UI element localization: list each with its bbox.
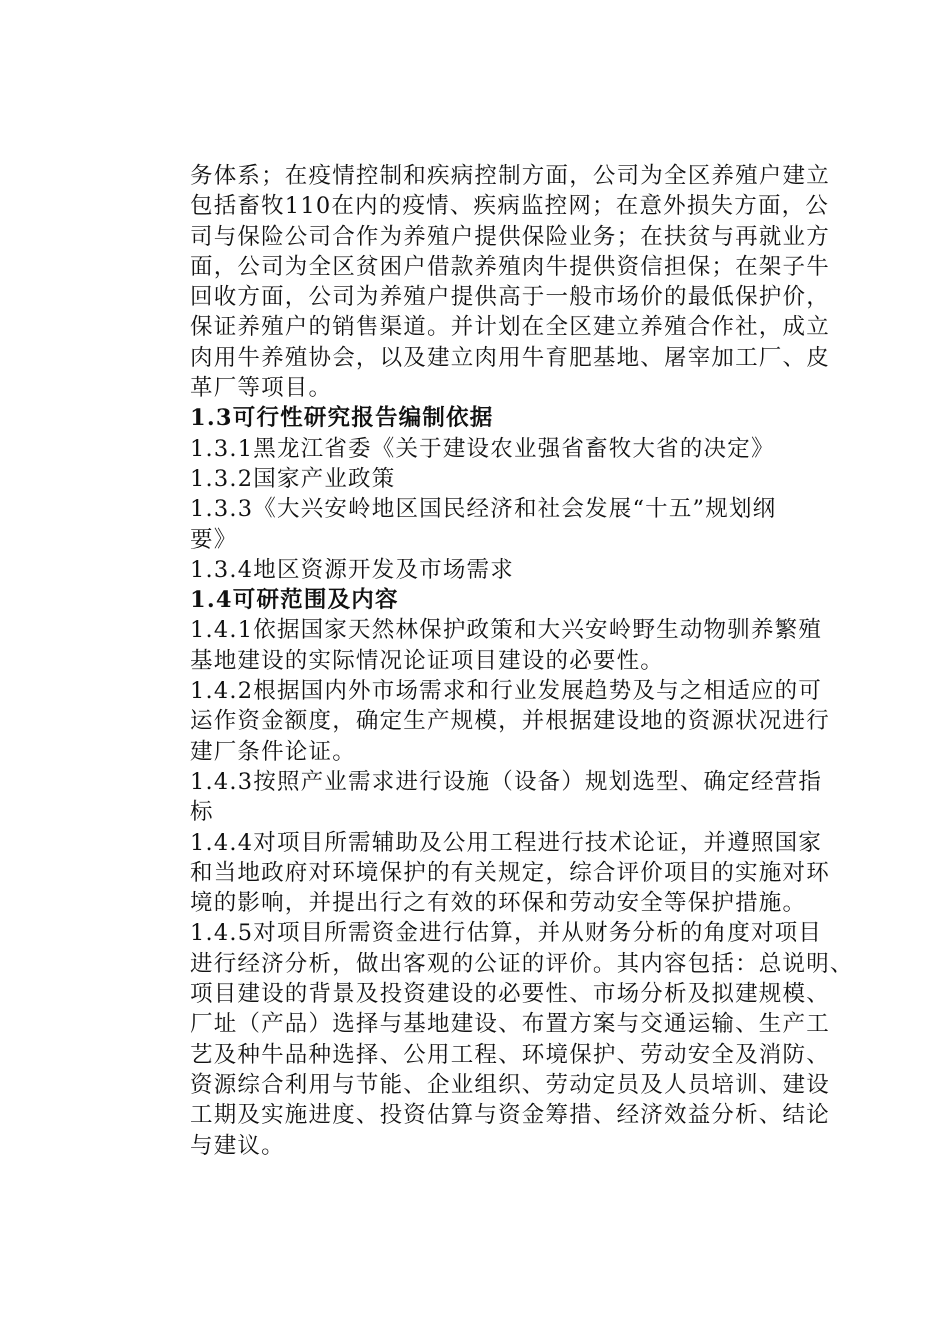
list-item-1-3-4: 1.3.4地区资源开发及市场需求 <box>190 556 514 583</box>
list-item-1-4-2: 1.4.2根据国内外市场需求和行业发展趋势及与之相适应的可 <box>190 678 823 705</box>
list-item-1-3-3-cont: 要》 <box>190 526 238 553</box>
list-item-1-4-4-cont: 境的影响，并提出行之有效的环保和劳动安全等保护措施。 <box>190 890 807 917</box>
list-item-1-4-3-cont: 标 <box>190 799 214 826</box>
list-item-1-4-5-cont: 进行经济分析，做出客观的公证的评价。其内容包括：总说明、 <box>190 950 854 977</box>
paragraph-line: 面，公司为全区贫困户借款养殖肉牛提供资信担保；在架子牛 <box>190 253 830 280</box>
list-item-1-4-5-cont: 项目建设的背景及投资建设的必要性、市场分析及拟建规模、 <box>190 981 830 1008</box>
list-item-1-4-1: 1.4.1依据国家天然林保护政策和大兴安岭野生动物驯养繁殖 <box>190 617 823 644</box>
list-item-1-4-5-cont: 与建议。 <box>190 1132 285 1159</box>
paragraph-line: 包括畜牧110在内的疫情、疾病监控网；在意外损失方面，公 <box>190 193 830 220</box>
list-item-1-4-5: 1.4.5对项目所需资金进行估算，并从财务分析的角度对项目 <box>190 920 823 947</box>
list-item-1-4-4-cont: 和当地政府对环境保护的有关规定，综合评价项目的实施对环 <box>190 859 830 886</box>
list-item-1-4-2-cont: 建厂条件论证。 <box>190 738 356 765</box>
list-item-1-4-5-cont: 资源综合利用与节能、企业组织、劳动定员及人员培训、建设 <box>190 1071 830 1098</box>
section-heading-1-3: 1.3可行性研究报告编制依据 <box>190 405 494 432</box>
list-item-1-4-5-cont: 厂址（产品）选择与基地建设、布置方案与交通运输、生产工 <box>190 1011 830 1038</box>
document-body <box>190 161 852 1161</box>
section-heading-1-4: 1.4可研范围及内容 <box>190 587 399 614</box>
list-item-1-4-4: 1.4.4对项目所需辅助及公用工程进行技术论证，并遵照国家 <box>190 829 823 856</box>
list-item-1-4-3: 1.4.3按照产业需求进行设施（设备）规划选型、确定经营指 <box>190 768 823 795</box>
list-item-1-4-2-cont: 运作资金额度，确定生产规模，并根据建设地的资源状况进行 <box>190 708 830 735</box>
list-item-1-4-5-cont: 艺及种牛品种选择、公用工程、环境保护、劳动安全及消防、 <box>190 1041 830 1068</box>
list-item-1-3-1: 1.3.1黑龙江省委《关于建设农业强省畜牧大省的决定》 <box>190 435 775 462</box>
list-item-1-3-2: 1.3.2国家产业政策 <box>190 465 396 492</box>
paragraph-line: 肉用牛养殖协会，以及建立肉用牛育肥基地、屠宰加工厂、皮 <box>190 344 830 371</box>
paragraph-line: 革厂等项目。 <box>190 375 333 402</box>
paragraph-line: 务体系；在疫情控制和疾病控制方面，公司为全区养殖户建立 <box>190 163 830 189</box>
paragraph-line: 保证养殖户的销售渠道。并计划在全区建立养殖合作社，成立 <box>190 314 830 341</box>
list-item-1-4-1-cont: 基地建设的实际情况论证项目建设的必要性。 <box>190 647 665 674</box>
list-item-1-3-3: 1.3.3《大兴安岭地区国民经济和社会发展“十五”规划纲 <box>190 496 777 523</box>
list-item-1-4-5-cont: 工期及实施进度、投资估算与资金筹措、经济效益分析、结论 <box>190 1102 830 1129</box>
paragraph-line: 回收方面，公司为养殖户提供高于一般市场价的最低保护价， <box>190 284 830 311</box>
paragraph-line: 司与保险公司合作为养殖户提供保险业务；在扶贫与再就业方 <box>190 223 830 250</box>
